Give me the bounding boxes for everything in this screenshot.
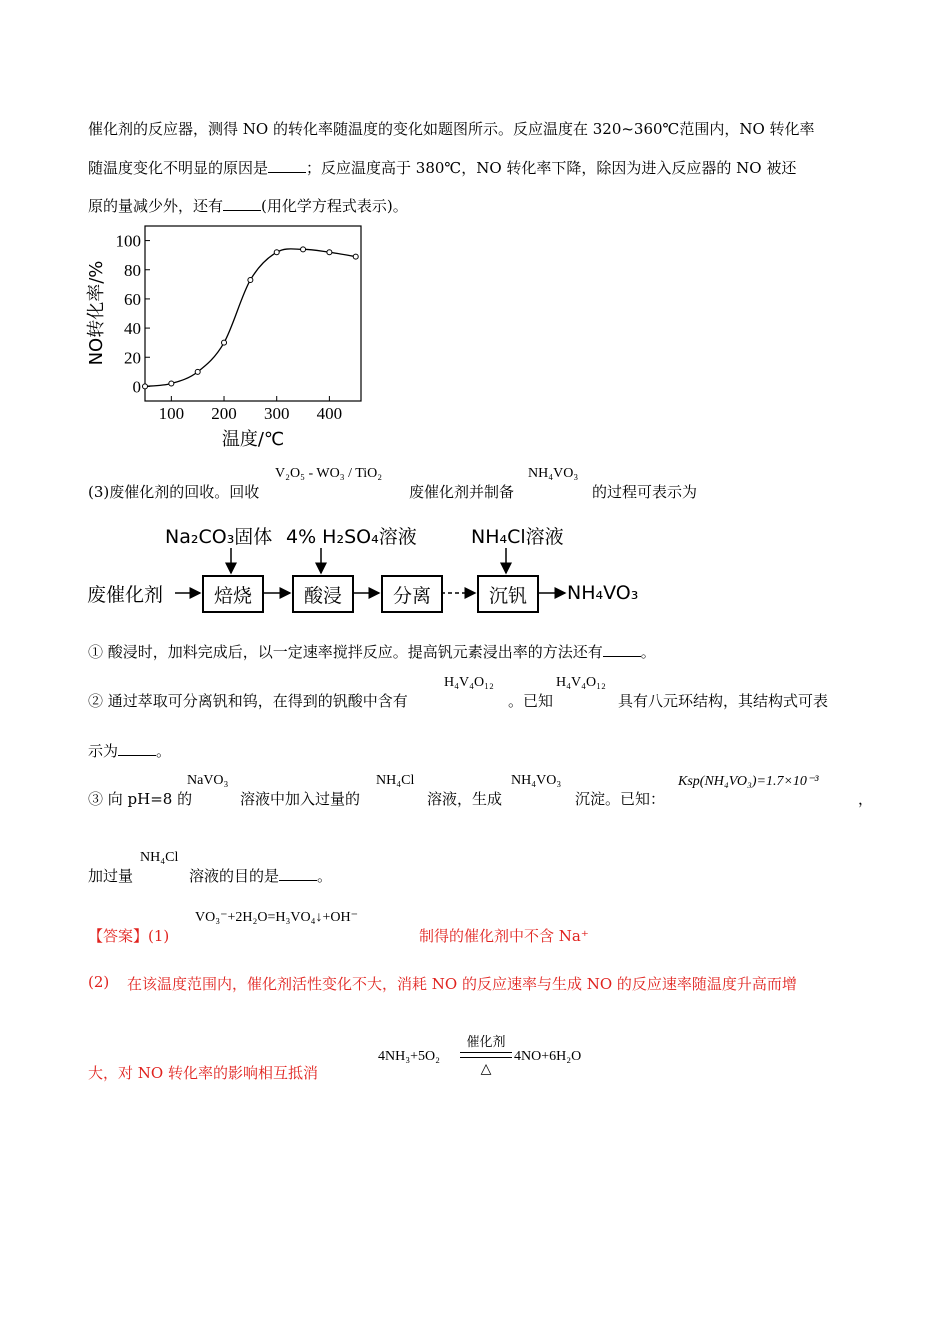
sub3-a: ③ 向 pH=8 的 [88,790,193,808]
ksp-expression: Ksp(NH₄VO₃)=1.7×10⁻³ [678,774,819,789]
x-tick-label: 200 [211,404,237,423]
sub2-c: 具有八元环结构，其结构式可表 [618,692,829,710]
sub2-a: ② 通过萃取可分离钒和钨，在得到的钒酸中含有 [88,692,408,710]
x-tick-label: 400 [316,404,343,423]
reaction-condition-heat: △ [480,1061,492,1077]
answer-blank [223,196,261,211]
data-point [353,254,358,259]
y-tick-label: 0 [132,377,141,397]
series-line [145,249,356,387]
answer-note-1: 制得的催化剂中不含 Na⁺ [419,927,589,945]
answer-q2-label: (2) [88,973,110,991]
answer-blank [118,741,156,756]
sub2-b: 。已知 [508,692,554,710]
axis-ticks [116,232,343,423]
text-segment: (用化学方程式表示)。 [261,197,408,215]
series-points [143,247,359,389]
paragraph-line-3 [88,195,408,216]
text-segment: 。 [317,867,333,885]
text-segment: 原的量减少外，还有 [88,197,224,215]
formula-h4v4o12: H₄V₄O₁₂ [444,675,494,690]
data-point [274,250,279,255]
equation-equals-sign [460,1052,512,1058]
answer-equation-1: VO₃⁻+2H₂O=H₃VO₄↓+OH⁻ [195,910,358,925]
answer-blank [279,866,317,881]
data-point [248,277,253,282]
text-segment: 示为 [88,742,119,760]
y-tick-label: 60 [124,289,141,309]
formula-navo3: NaVO₃ [187,773,229,788]
sub-question-1 [88,641,656,662]
sub2-line-2 [88,740,171,761]
sub3-e: ， [858,790,874,808]
text-segment: 。 [640,643,656,661]
paragraph-line-2 [88,157,796,178]
sub3-d: 沉淀。已知： [575,790,666,808]
catalyst-formula: V₂O₅ - WO₃ / TiO₂ [275,466,383,481]
step-box-acid-leach: 酸浸 [292,575,354,613]
text-segment: ① 酸浸时，加料完成后，以一定速率搅拌反应。提高钒元素浸出率的方法还有 [88,643,603,661]
reagent-na2co3: Na₂CO₃固体 [165,526,273,548]
x-axis-label: 温度/℃ [221,429,285,450]
x-tick-label: 100 [158,404,185,423]
flow-start-label: 废催化剂 [87,584,164,606]
reaction-condition-catalyst: 催化剂 [466,1035,506,1050]
answer-blank [268,158,306,173]
equation-2-left: 4NH₃+5O₂ [378,1049,440,1064]
equation-2-right: 4NO+6H₂O [514,1049,582,1064]
x-tick-label: 300 [263,404,290,423]
answer-blank [603,642,641,657]
data-point [143,384,148,389]
text-segment: 。 [156,742,172,760]
sub3-b: 溶液中加入过量的 [240,790,361,808]
data-point [301,247,306,252]
answer-q2-line-2: 大，对 NO 转化率的影响相互抵消 [88,1064,318,1082]
formula-h4v4o12: H₄V₄O₁₂ [556,675,606,690]
formula-nh4cl: NH₄Cl [376,773,415,788]
answer-q2-line-1: 在该温度范围内，催化剂活性变化不大，消耗 NO 的反应速率与生成 NO 的反应速率随温度升高而增 [127,975,797,993]
data-point [222,340,227,345]
y-tick-label: 40 [124,319,141,339]
y-tick-label: 100 [115,231,141,251]
formula-nh4cl: NH₄Cl [140,850,179,865]
q3-intro-a: (3)废催化剂的回收。回收 [88,483,260,501]
data-point [195,369,200,374]
y-tick-label: 20 [124,348,141,368]
sub3-c: 溶液，生成 [427,790,503,808]
reagent-nh4cl: NH₄Cl溶液 [471,526,564,548]
data-point [169,381,174,386]
text-segment: 溶液的目的是 [189,867,280,885]
step-box-precipitation: 沉钒 [477,575,539,613]
reagent-h2so4: 4% H₂SO₄溶液 [286,526,417,548]
step-box-roasting: 焙烧 [202,575,264,613]
product-formula: NH₄VO₃ [528,466,579,481]
y-axis-label: NO转化率/% [86,260,107,366]
q3-intro-b: 废催化剂并制备 [409,483,515,501]
text-segment: ；反应温度高于 380℃，NO 转化率下降，除因为进入反应器的 NO 被还 [306,159,797,177]
no-conversion-chart [80,220,380,455]
y-tick-label: 80 [124,260,141,280]
flow-arrows [0,540,950,620]
q3-intro-c: 的过程可表示为 [592,483,698,501]
sub3-line-2 [189,865,332,886]
flow-end-label: NH₄VO₃ [567,582,639,604]
answer-label: 【答案】(1) [88,927,170,945]
formula-nh4vo3: NH₄VO₃ [511,773,562,788]
text-segment: 随温度变化不明显的原因是 [88,159,269,177]
data-point [327,250,332,255]
paragraph-line-1: 催化剂的反应器，测得 NO 的转化率随温度的变化如题图所示。反应温度在 320~360℃范围内，NO 转化率 [88,120,815,138]
step-box-separation: 分离 [381,575,443,613]
sub3-f: 加过量 [88,867,134,885]
